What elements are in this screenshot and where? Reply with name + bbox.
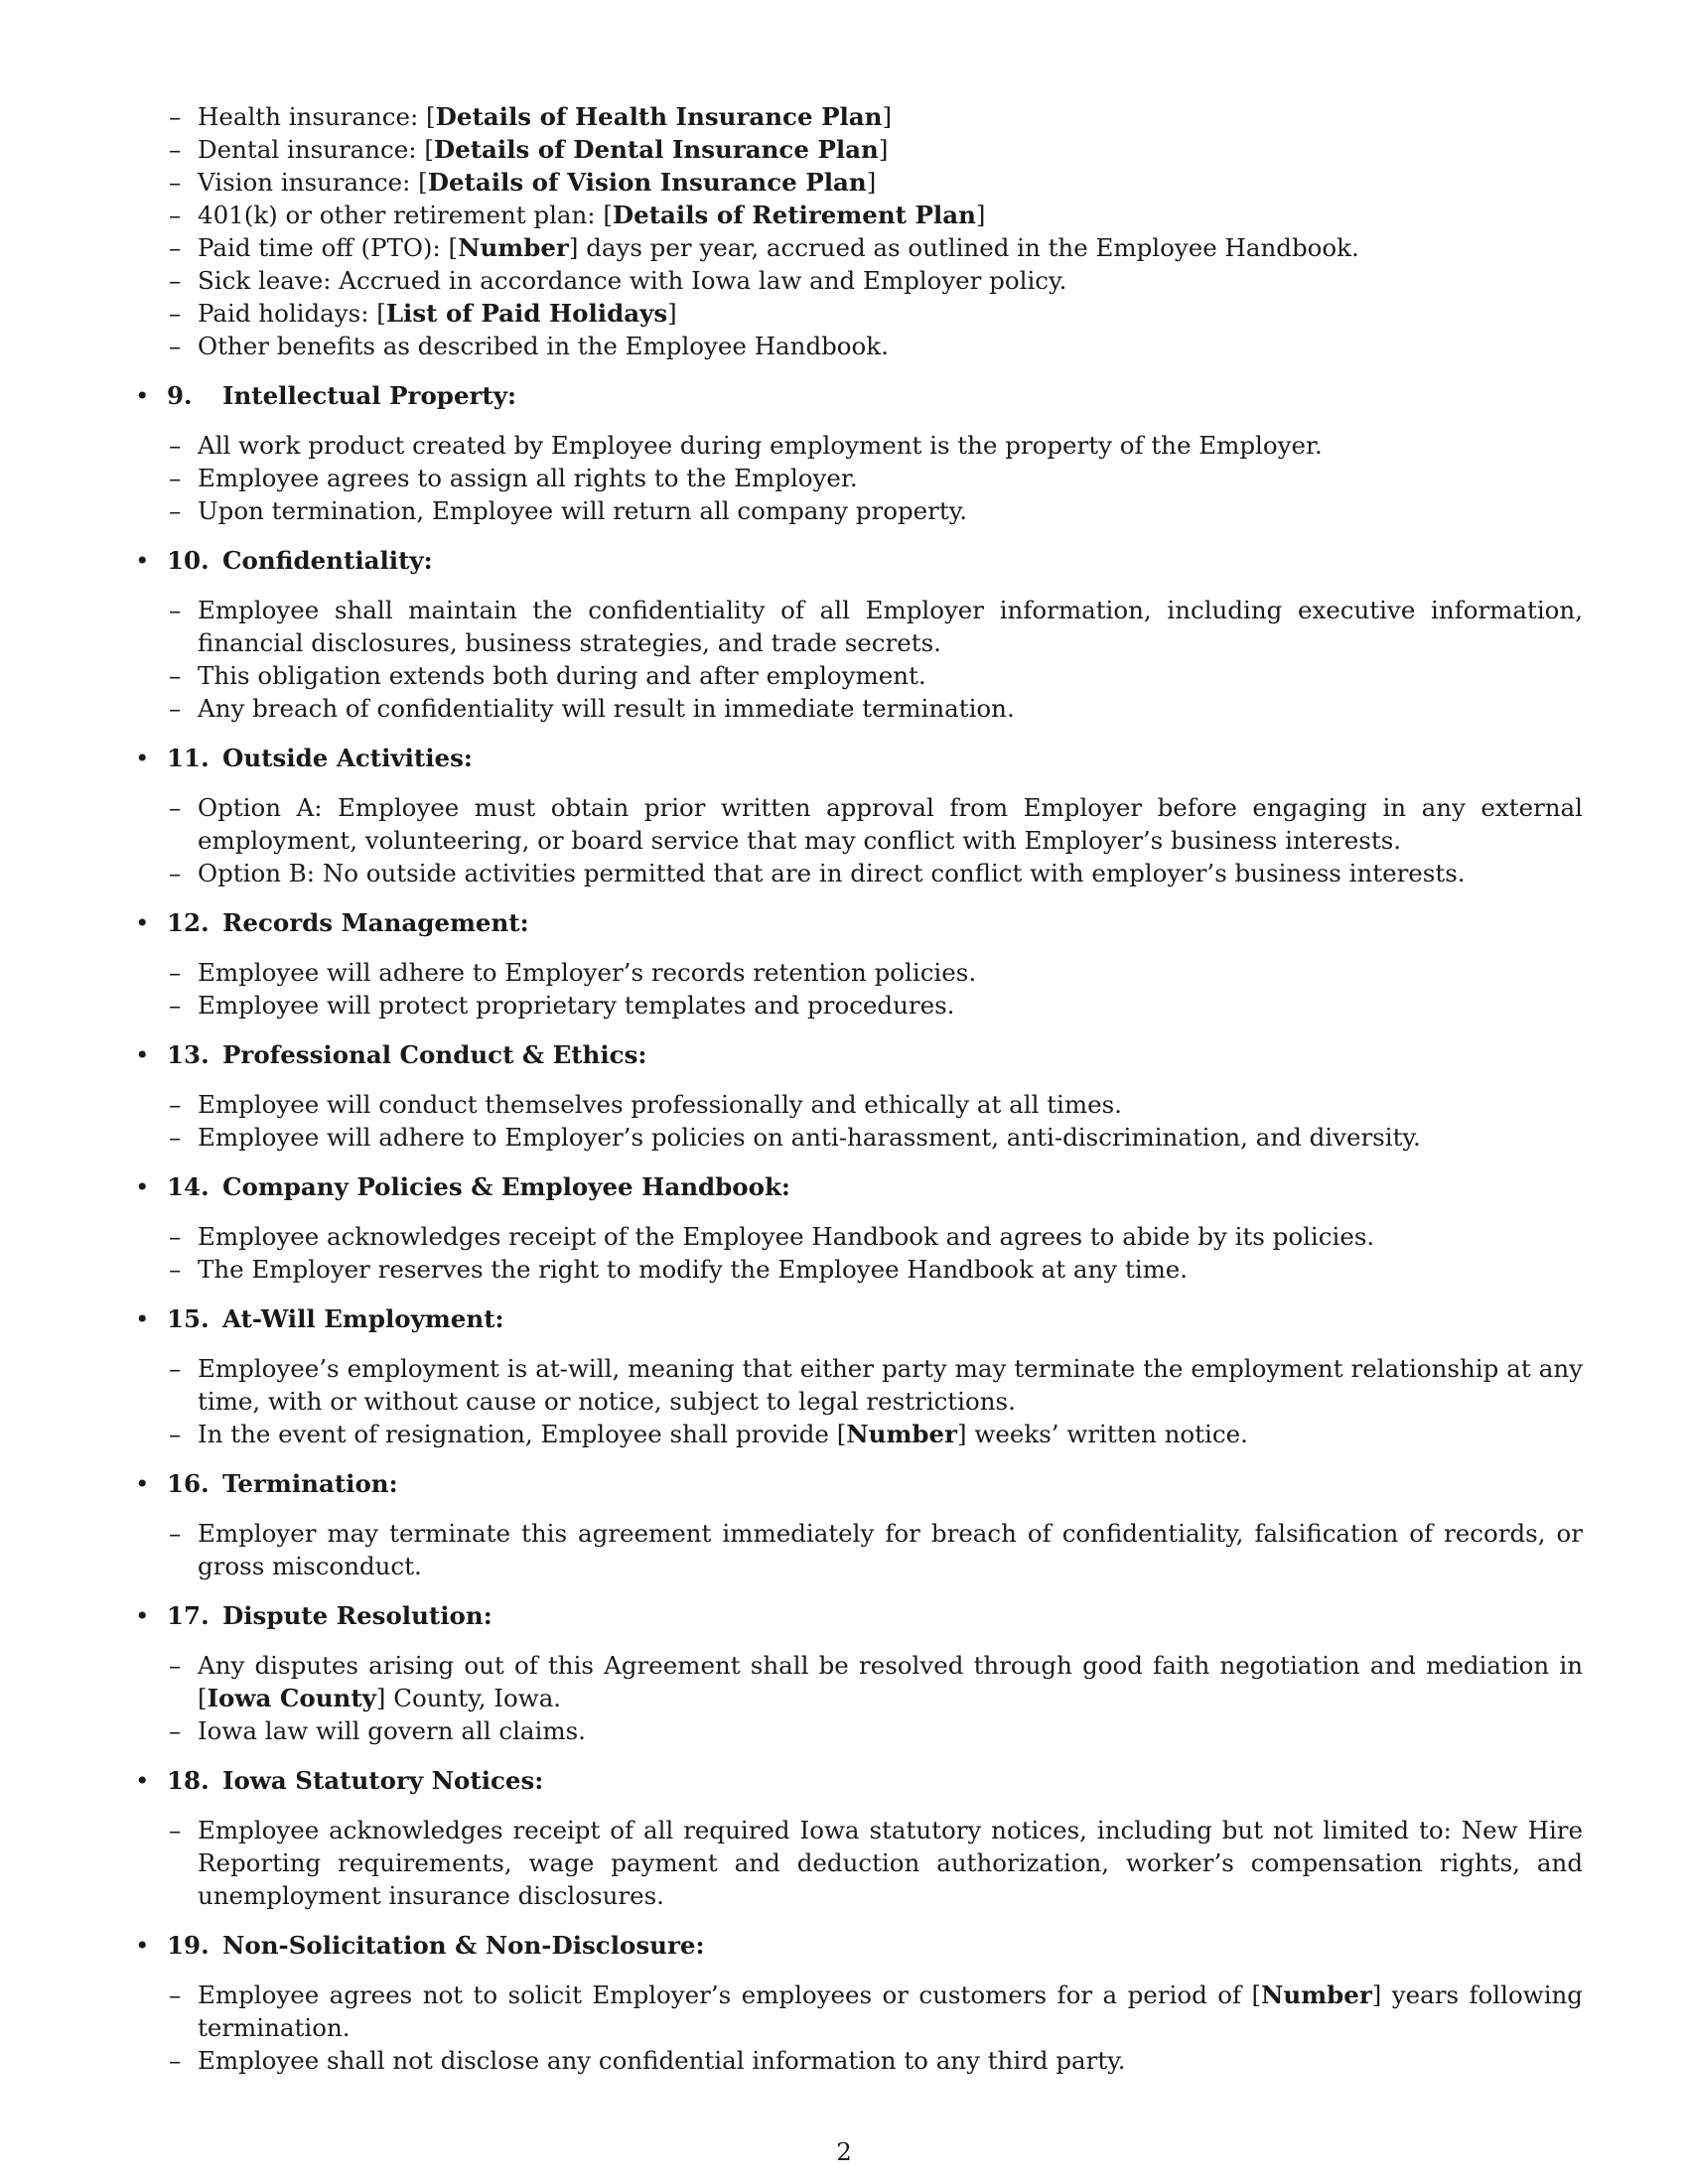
document-page: – Health insurance: [Details of Health Insurance Plan] – Dental insurance: [Details of Dental Insurance Plan] – Vision insurance: [Details of Vision Insurance Plan] – 401(k) or other retirement plan: [Details of Retirement Plan] – Paid time off (PTO): [Number] days per year, accrued as outlined in the Employee Handbook. – Sick leave: Accrued in accordance with Iowa law and Employer policy. – Paid holidays: [List of Paid Holidays] – Other benefits as described in the Employee Handbook. • 9. Intellectual Property: – All work product created by Employee during employment is the property of the Employer. – Employee agrees to assign all rights to the Employer. – Upon termination, Employee will return all company property. • 10. Confidentiality: – Employee shall maintain the confidentiality of all Employer information, including executive information, financial disclosures, business strategies, and trade secrets. – This obligation extends both during and after employment. – Any breach of confidentiality will result in immediate termination. • 11. Outside Activities: – Option A: Employee must obtain prior written approval from Employer before engaging in any external employment, volunteering, or board service that may conflict with Employer’s business interests. – Option B: No outside activities permitted that are in direct conflict with employer’s business interests. • 12. Records Management: – Employee will adhere to Employer’s records retention policies. – Employee will protect proprietary templates and procedures. • 13. Professional Conduct & Ethics: – Employee will conduct themselves professionally and ethically at all times. – Employee will adhere to Employer’s policies on anti-harassment, anti-discrimination, and diversity. • 14. Company Policies & Employee Handbook: – Employee acknowledges receipt of the Employee Handbook and agrees to abide by its policies. – The Employer reserves the right to modify the Employee Handbook at any time. • 15. At-Will Employment: – Employee’s employment is at-will, meaning that either party may terminate the employment relationship at any time, with or without cause or notice, subject to legal restrictions. – In the event of resignation, Employee shall provide [Number] weeks’ written notice. • 16. Termination: – Employer may terminate this agreement immediately for breach of confidentiality, falsification of records, or gross misconduct. • 17. Dispute Resolution: – Any disputes arising out of this Agreement shall be resolved through good faith negotiation and mediation in [Iowa County] County, Iowa. – Iowa law will govern all claims. • 18. Iowa Statutory Notices: – Employee acknowledges receipt of all required Iowa statutory notices, including but not limited to: New Hire Reporting requirements, wage payment and deduction authorization, worker’s compensation rights, and unemployment insurance disclosures. • 19. Non-Solicitation & Non-Disclosure: – Employee agrees not to solicit Employer’s employees or customers for a period of [Number] years following termination. – Employee shall not disclose any confidential information to any third party. 2 — [0, 0, 1688, 2184]
list-item: – Health insurance: [Details of Health Insurance Plan] — [169, 102, 893, 131]
list-item: – Employee shall maintain the confidentiality of all Employer information, including executive information, financial disclosures, business strategies, and trade secrets. — [169, 596, 1583, 657]
list-item: – 401(k) or other retirement plan: [Details of Retirement Plan] — [169, 201, 986, 229]
list-item: – Paid holidays: [List of Paid Holidays] — [169, 299, 677, 328]
list-item: – Option A: Employee must obtain prior written approval from Employer before engaging in any external employment, volunteering, or board service that may conflict with Employer’s business interests. — [169, 793, 1583, 855]
list-item: – Sick leave: Accrued in accordance with Iowa law and Employer policy. — [169, 266, 1067, 295]
list-item: – Paid time off (PTO): [Number] days per year, accrued as outlined in the Employee Handbook. — [169, 233, 1359, 262]
list-item: – Option B: No outside activities permitted that are in direct conflict with employer’s business interests. — [169, 859, 1466, 887]
list-item: – Employee shall not disclose any confidential information to any third party. — [169, 2046, 1126, 2075]
list-item: – Dental insurance: [Details of Dental Insurance Plan] — [169, 135, 889, 164]
list-item: – Employee will protect proprietary templates and procedures. — [169, 991, 955, 1020]
list-item: – All work product created by Employee during employment is the property of the Employer. — [169, 431, 1323, 460]
list-item: – This obligation extends both during and after employment. — [169, 661, 926, 690]
list-item: – In the event of resignation, Employee shall provide [Number] weeks’ written notice. — [169, 1420, 1248, 1448]
list-item: – Upon termination, Employee will return all company property. — [169, 496, 968, 525]
list-item: – Any breach of confidentiality will result in immediate termination. — [169, 694, 1015, 723]
list-item: – Employee agrees not to solicit Employer’s employees or customers for a period of [Number] years following termination. — [169, 1980, 1583, 2042]
list-item: – The Employer reserves the right to modify the Employee Handbook at any time. — [169, 1255, 1189, 1284]
list-item: – Employee will adhere to Employer’s policies on anti-harassment, anti-discrimination, and diversity. — [169, 1123, 1421, 1152]
list-item: – Any disputes arising out of this Agreement shall be resolved through good faith negotiation and mediation in [Iowa County] County, Iowa. — [169, 1651, 1583, 1712]
list-item: – Iowa law will govern all claims. — [169, 1716, 586, 1745]
list-item: – Other benefits as described in the Employee Handbook. — [169, 332, 889, 360]
page-number: 2 — [836, 2137, 852, 2166]
list-item: – Vision insurance: [Details of Vision Insurance Plan] — [169, 168, 877, 197]
list-item: – Employee acknowledges receipt of all required Iowa statutory notices, including but not limited to: New Hire Reporting requirements, wage payment and deduction authorization, worker’s compensation rights, and unemployment insurance disclosures. — [169, 1816, 1583, 1910]
list-item: – Employer may terminate this agreement immediately for breach of confidentiality, falsification of records, or gross misconduct. — [169, 1519, 1583, 1580]
list-item: – Employee will adhere to Employer’s records retention policies. — [169, 958, 977, 987]
list-item: – Employee’s employment is at-will, meaning that either party may terminate the employment relationship at any time, with or without cause or notice, subject to legal restrictions. — [169, 1354, 1583, 1416]
list-item: – Employee acknowledges receipt of the Employee Handbook and agrees to abide by its policies. — [169, 1222, 1375, 1251]
list-item: – Employee will conduct themselves professionally and ethically at all times. — [169, 1090, 1122, 1119]
list-item: – Employee agrees to assign all rights to the Employer. — [169, 464, 858, 492]
